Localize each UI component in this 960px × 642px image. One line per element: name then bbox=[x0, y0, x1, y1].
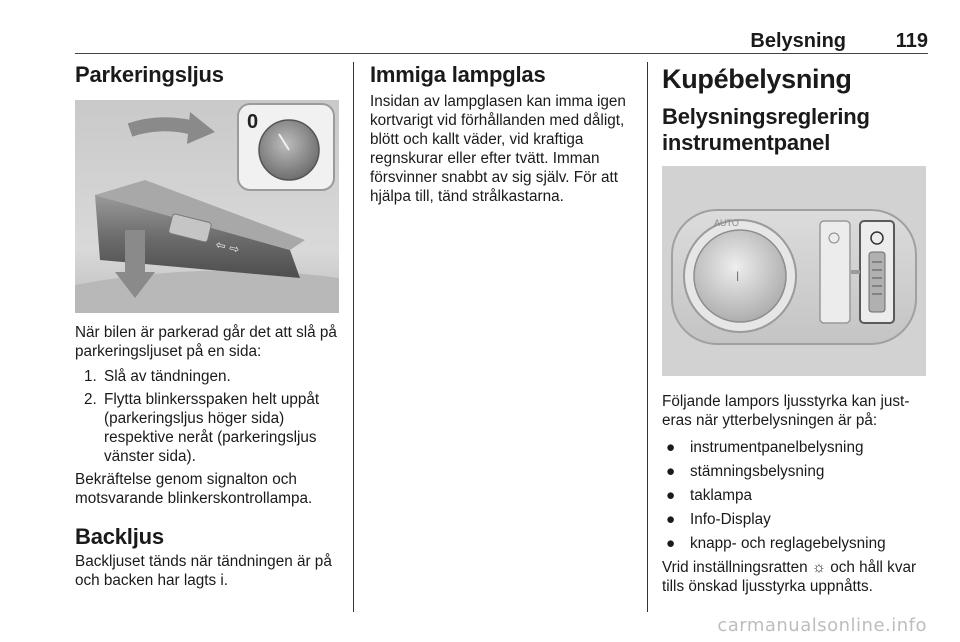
subheading-instrument-lighting: Belysningsreglering instrumentpanel bbox=[662, 104, 870, 155]
list-item: ● knapp- och reglagebelysning bbox=[666, 535, 886, 552]
parking-lights-intro: När bilen är parkerad går det att slå på parkeringsljuset på en sida: bbox=[75, 324, 337, 360]
fogged-lamps-text: Insidan av lampglasen kan imma igen kortvarigt vid förhållanden med dåligt, blött och kallt väder, vid kraftiga regnskurar eller efter tvätt. Imman försvinner snabbt av sig själv. För att hjälpa till, tänd strålkastarna. bbox=[370, 93, 626, 205]
list-item: 2. Flytta blinkersspaken helt uppåt (parkeringsljus höger sida) respektive neråt (parkeringsljus vänster sida). bbox=[101, 390, 343, 466]
header-title: Belysning bbox=[750, 30, 846, 52]
confirmation-text: Bekräftelse genom signalton och motsvarande blinkerskontrollampa. bbox=[75, 471, 313, 507]
list-item: ● stämningsbelysning bbox=[666, 463, 825, 480]
column-interior-lighting bbox=[662, 62, 928, 596]
adjustable-lamps-list bbox=[662, 438, 928, 553]
backup-light-text: Backljuset tänds när tändningen är på och backen har lagts i. bbox=[75, 553, 332, 589]
adjust-instructions: Vrid inställningsratten ☼ och håll kvar tills önskad ljusstyrka uppnåtts. bbox=[662, 559, 917, 595]
adjustable-lamps-intro: Följande lampors ljusstyrka kan justeras när ytterbelysningen är på: bbox=[662, 393, 910, 429]
light-switch-panel-illustration bbox=[662, 166, 926, 376]
column-divider bbox=[353, 62, 354, 612]
list-item: ● instrumentpanelbelysning bbox=[666, 439, 864, 456]
header-rule bbox=[75, 53, 928, 54]
figure-label-zero: 0 bbox=[247, 111, 259, 133]
section-heading-fogged-lamps: Immiga lampglas bbox=[370, 62, 546, 87]
list-item: 1. Slå av tändningen. bbox=[101, 367, 343, 386]
section-heading-backup-light: Backljus bbox=[75, 524, 164, 549]
bullet-icon: ● bbox=[666, 439, 676, 456]
light-switch-panel-figure bbox=[662, 166, 926, 376]
section-heading-interior-lighting: Kupébelysning bbox=[662, 64, 852, 94]
svg-text:⇦ ⇨: ⇦ ⇨ bbox=[214, 237, 241, 257]
bullet-icon: ● bbox=[666, 463, 676, 480]
page-header bbox=[75, 30, 928, 52]
turn-signal-lever-illustration bbox=[75, 100, 339, 313]
parking-lights-steps bbox=[75, 367, 343, 466]
section-heading-parking-lights: Parkeringsljus bbox=[75, 62, 224, 87]
svg-text:⏽: ⏽ bbox=[732, 269, 744, 285]
bullet-icon: ● bbox=[666, 511, 676, 528]
list-item: ● Info-Display bbox=[666, 511, 771, 528]
column-divider bbox=[647, 62, 648, 612]
turn-signal-lever-figure bbox=[75, 100, 339, 313]
column-fogged-lamps bbox=[370, 62, 635, 206]
bullet-icon: ● bbox=[666, 535, 676, 552]
watermark: carmanualsonline.info bbox=[717, 615, 927, 636]
figure-label-auto: AUTO bbox=[714, 218, 739, 228]
bullet-icon: ● bbox=[666, 487, 676, 504]
column-parking-lights bbox=[75, 62, 343, 590]
page-number: 119 bbox=[895, 30, 928, 52]
list-item: ● taklampa bbox=[666, 487, 753, 504]
